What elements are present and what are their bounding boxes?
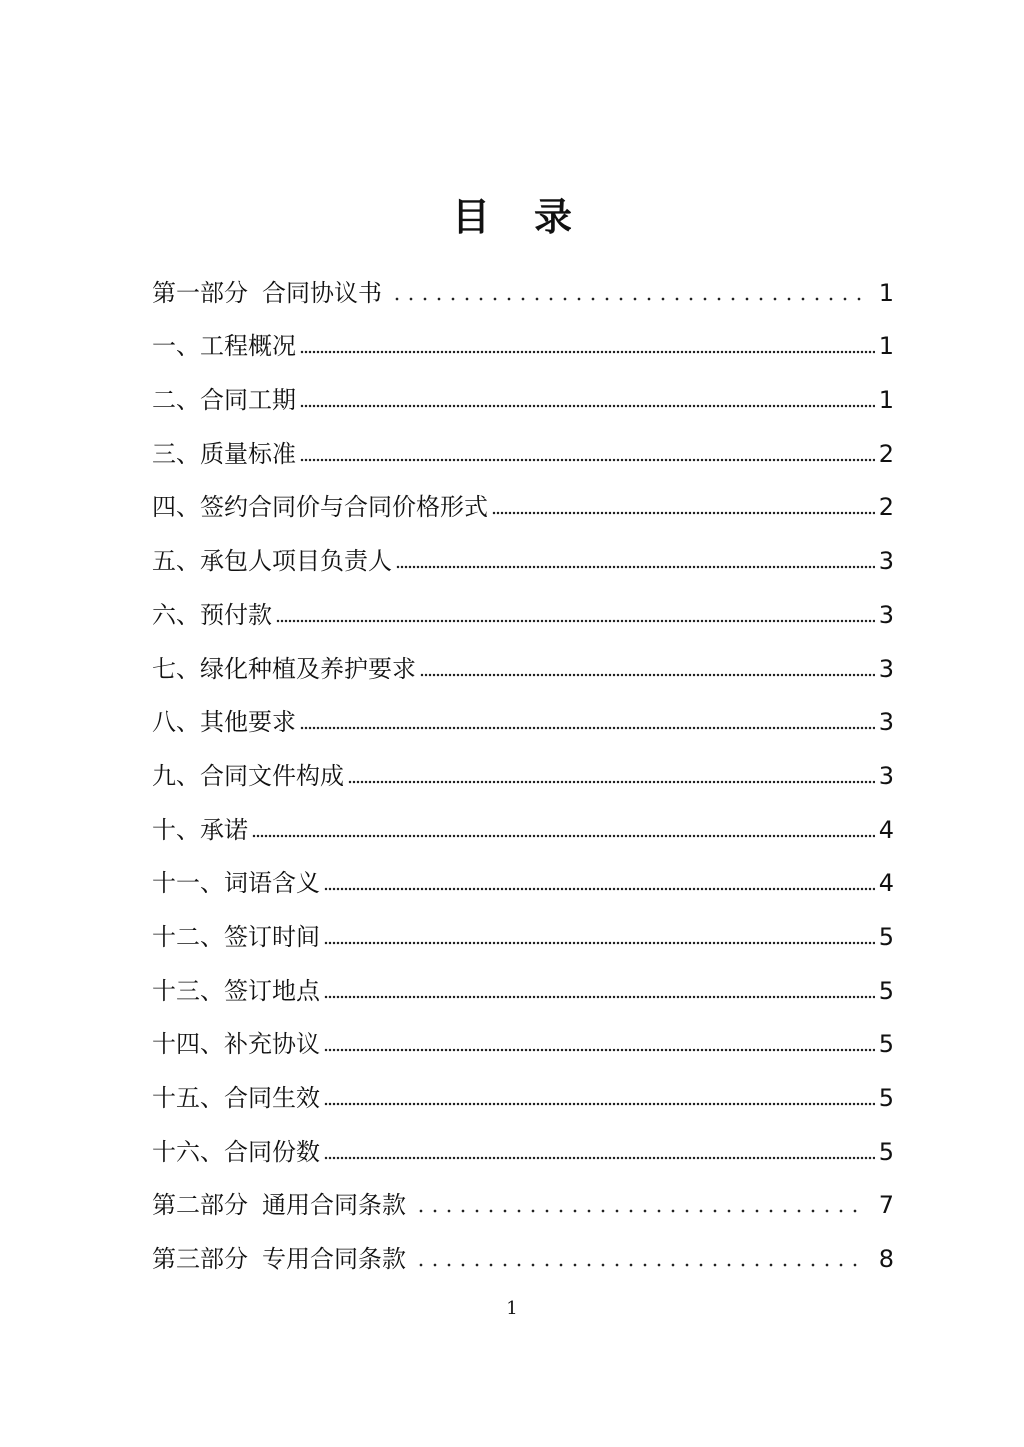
toc-entry-label	[152, 762, 344, 790]
toc-entry-page-number: 8	[878, 1245, 894, 1274]
toc-entry-page-number: 5	[878, 976, 894, 1005]
toc-entry-label	[152, 332, 296, 360]
toc-entry-label	[152, 977, 320, 1005]
toc-entry[interactable]	[152, 695, 894, 749]
toc-entry-page-number: 1	[878, 332, 894, 361]
title-char-2: 录	[534, 194, 573, 239]
toc-entry-title: 四、签约合同价与合同价格形式	[152, 493, 488, 522]
toc-entry-title: 第一部分	[152, 278, 248, 307]
toc-entry[interactable]	[152, 1124, 894, 1178]
toc-entry-title: 十二、签订时间	[152, 922, 320, 951]
toc-entry-page-number: 5	[878, 922, 894, 951]
toc-entry-page-number: 7	[878, 1191, 894, 1220]
toc-entry[interactable]	[152, 480, 894, 534]
toc-entry-title: 六、预付款	[152, 600, 272, 629]
footer-page-number: 1	[506, 1298, 518, 1319]
dot-leader	[324, 995, 875, 999]
toc-entry-page-number: 2	[878, 439, 894, 468]
dot-leader	[324, 1102, 875, 1106]
toc-entry-label	[152, 1191, 406, 1219]
toc-entry-title: 十六、合同份数	[152, 1137, 320, 1166]
table-of-contents	[152, 265, 894, 1285]
toc-entry-title: 九、合同文件构成	[152, 761, 344, 790]
toc-entry-title: 十三、签订地点	[152, 976, 320, 1005]
toc-entry[interactable]	[152, 1070, 894, 1124]
toc-entry-title: 第二部分	[152, 1191, 248, 1220]
toc-entry-title: 十五、合同生效	[152, 1084, 320, 1112]
toc-entry-label	[152, 440, 296, 468]
toc-entry-label	[152, 655, 416, 683]
toc-entry-page-number: 3	[878, 708, 894, 737]
toc-entry-label	[152, 816, 248, 844]
toc-entry-subtitle: 专用合同条款	[262, 1245, 406, 1274]
toc-entry-title: 十四、补充协议	[152, 1030, 320, 1059]
toc-entry-page-number: 3	[878, 600, 894, 629]
toc-entry-title: 十一、词语含义	[152, 869, 320, 898]
toc-entry-title: 七、绿化种植及养护要求	[152, 654, 416, 683]
toc-entry-page-number: 5	[878, 1030, 894, 1059]
title-char-1: 目	[451, 194, 490, 239]
toc-entry-page-number: 4	[878, 869, 894, 898]
toc-entry-title: 五、承包人项目负责人	[152, 547, 392, 576]
toc-entry-label	[152, 869, 320, 897]
toc-entry[interactable]	[152, 1017, 894, 1071]
toc-entry-label	[152, 601, 272, 629]
toc-entry-label	[152, 279, 382, 307]
dot-leader	[414, 1263, 867, 1267]
toc-entry-title: 十、承诺	[152, 815, 248, 844]
toc-entry[interactable]	[152, 587, 894, 641]
toc-entry-label	[152, 493, 488, 521]
toc-entry-page-number: 1	[878, 386, 894, 415]
toc-entry[interactable]	[152, 265, 894, 319]
page-title	[0, 186, 1024, 241]
toc-entry-label	[152, 708, 296, 736]
toc-entry-label	[152, 1245, 406, 1273]
toc-entry-title: 一、工程概况	[152, 332, 296, 361]
dot-leader	[492, 511, 875, 515]
toc-entry[interactable]	[152, 372, 894, 426]
toc-entry[interactable]	[152, 856, 894, 910]
toc-entry-page-number: 3	[878, 547, 894, 576]
dot-leader	[300, 726, 875, 730]
toc-entry[interactable]	[152, 963, 894, 1017]
toc-entry-subtitle: 合同协议书	[262, 278, 382, 307]
toc-entry[interactable]	[152, 802, 894, 856]
toc-entry-subtitle: 通用合同条款	[262, 1191, 406, 1220]
toc-entry[interactable]	[152, 748, 894, 802]
toc-entry-title: 二、合同工期	[152, 386, 296, 415]
toc-entry-label	[152, 386, 296, 414]
dot-leader	[300, 404, 875, 408]
dot-leader	[276, 619, 875, 623]
toc-entry-title: 八、其他要求	[152, 708, 296, 737]
dot-leader	[414, 1209, 867, 1213]
toc-entry-page-number: 3	[878, 761, 894, 790]
toc-entry[interactable]	[152, 909, 894, 963]
toc-entry-label	[152, 1084, 320, 1112]
dot-leader	[324, 887, 875, 891]
toc-entry[interactable]	[152, 319, 894, 373]
toc-entry-page-number: 1	[878, 278, 894, 307]
dot-leader	[390, 297, 867, 301]
dot-leader	[324, 941, 875, 945]
toc-entry[interactable]	[152, 641, 894, 695]
dot-leader	[396, 565, 875, 569]
dot-leader	[324, 1048, 875, 1052]
dot-leader	[300, 458, 875, 462]
toc-entry-title: 三、质量标准	[152, 439, 296, 468]
dot-leader	[300, 350, 875, 354]
toc-entry[interactable]	[152, 1178, 894, 1232]
toc-entry-page-number: 3	[878, 654, 894, 683]
dot-leader	[324, 1156, 875, 1160]
dot-leader	[348, 780, 875, 784]
toc-entry-label	[152, 1138, 320, 1166]
toc-entry-label	[152, 923, 320, 951]
toc-entry-page-number: 4	[878, 815, 894, 844]
toc-entry-page-number: 5	[878, 1084, 894, 1112]
toc-entry-title: 第三部分	[152, 1245, 248, 1274]
toc-entry-label	[152, 547, 392, 575]
toc-entry-page-number: 2	[878, 493, 894, 522]
dot-leader	[420, 673, 875, 677]
toc-entry[interactable]	[152, 1231, 894, 1285]
toc-entry-label	[152, 1030, 320, 1058]
toc-entry[interactable]	[152, 426, 894, 480]
toc-entry[interactable]	[152, 533, 894, 587]
dot-leader	[252, 834, 875, 838]
toc-entry-page-number: 5	[878, 1137, 894, 1166]
